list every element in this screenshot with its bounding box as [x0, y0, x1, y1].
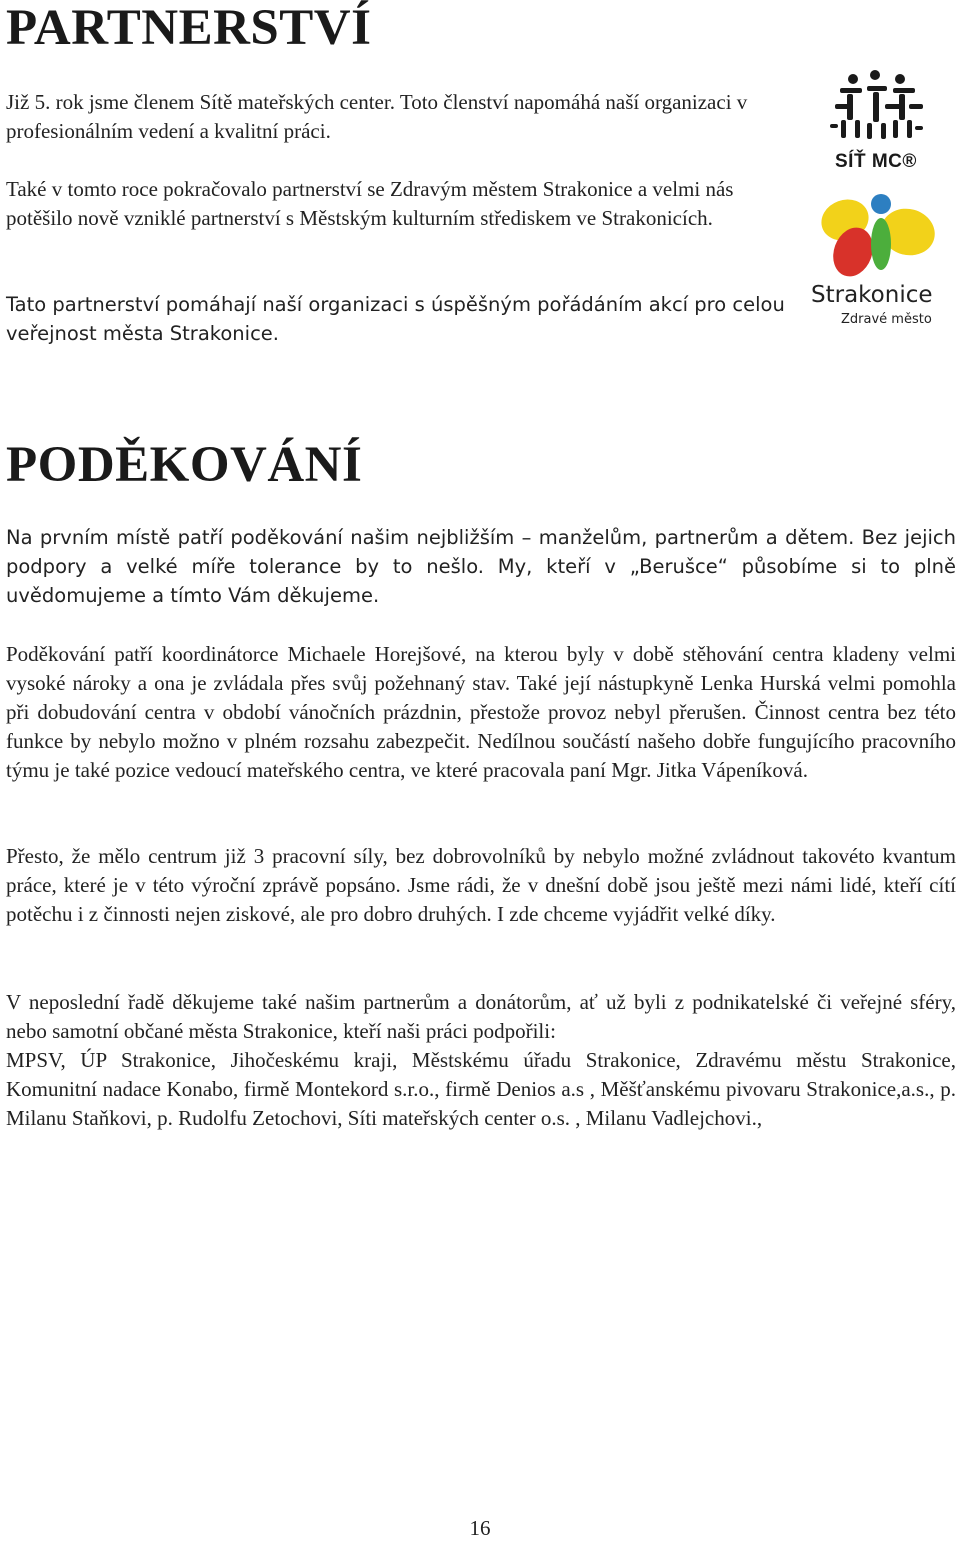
- strakonice-label: Strakonice: [811, 282, 933, 308]
- partner-logos: [805, 68, 950, 330]
- heading-partnerstvi: PARTNERSTVÍ: [6, 0, 372, 56]
- paragraph-thanks-coordinators: Poděkování patří koordinátorce Michaele Horejšové, na kterou byly v době stěhování centra kladeny velmi vysoké nároky a ona je zvládala přes svůj požehnaný stav. Také její nástupkyně Lenka Hurská velmi pomohla při dobudování centra v období vánočních prázdnin, přestože provoz nebyl přerušen. Činnost centra bez této funkce by nebylo možno v plném rozsahu zabezpečit. Nedílnou součástí našeho dobře fungujícího pracovního týmu je také pozice vedoucí mateřského centra, ve které pracovala paní Mgr. Jitka Vápeníková.: [6, 642, 956, 782]
- paragraph-membership: Již 5. rok jsme členem Sítě mateřských center. Toto členství napomáhá naší organizaci v profesionálním vedení a kvalitní práci.: [6, 90, 748, 143]
- sit-mc-label: SÍŤ MC®: [835, 151, 917, 172]
- strakonice-zdrave-mesto-logo: [805, 192, 950, 330]
- sit-mc-logo: [805, 68, 950, 180]
- paragraph-thanks-partners: V neposlední řadě děkujeme také našim partnerům a donátorům, ať už byli z podnikatelské či veřejné sféry, nebo samotní občané města Strakonice, kteří naši práci podpořili:: [6, 990, 956, 1043]
- paragraph-partner-list: MPSV, ÚP Strakonice, Jihočeskému kraji, Městskému úřadu Strakonice, Zdravému městu Strakonice, Komunitní nadace Konabo, firmě Montekord s.r.o., firmě Denios a.s , Měšťanskému pivovaru Strakonice,a.s., p. Milanu Staňkovi, p. Rudolfu Zetochovi, Síti mateřských center o.s. , Milanu Vadlejchovi.,: [6, 1048, 956, 1130]
- zdrave-mesto-label: Zdravé město: [841, 312, 932, 327]
- paragraph-partnerships-benefit: Tato partnerství pomáhají naší organizaci s úspěšným pořádáním akcí pro celou veřejnost města Strakonice.: [6, 293, 785, 345]
- heading-podekovani: PODĚKOVÁNÍ: [6, 437, 363, 493]
- paragraph-partnerships: Také v tomto roce pokračovalo partnerství se Zdravým městem Strakonice a velmi nás potěšilo nově vzniklé partnerství s Městským kulturním střediskem ve Strakonicích.: [6, 177, 734, 230]
- paragraph-thanks-volunteers: Přesto, že mělo centrum již 3 pracovní síly, bez dobrovolníků by nebylo možné zvládnout takovéto kvantum práce, které je v této výroční zprávě popsáno. Jsme rádi, že v dnešní době jsou ještě mezi námi lidé, kteří cítí potěchu i z činnosti nejen ziskové, ale pro dobro druhých. I zde chceme vyjádřit velké díky.: [6, 844, 956, 926]
- flower-leaves-icon: [805, 192, 950, 282]
- page-number: 16: [469, 1516, 491, 1540]
- paragraph-thanks-families: Na prvním místě patří poděkování našim nejbližším – manželům, partnerům a dětem. Bez jejich podpory a velké míře tolerance by to nešlo. My, kteří v „Berušce“ působíme si to plně uvědomujeme a tímto Vám děkujeme.: [6, 526, 956, 607]
